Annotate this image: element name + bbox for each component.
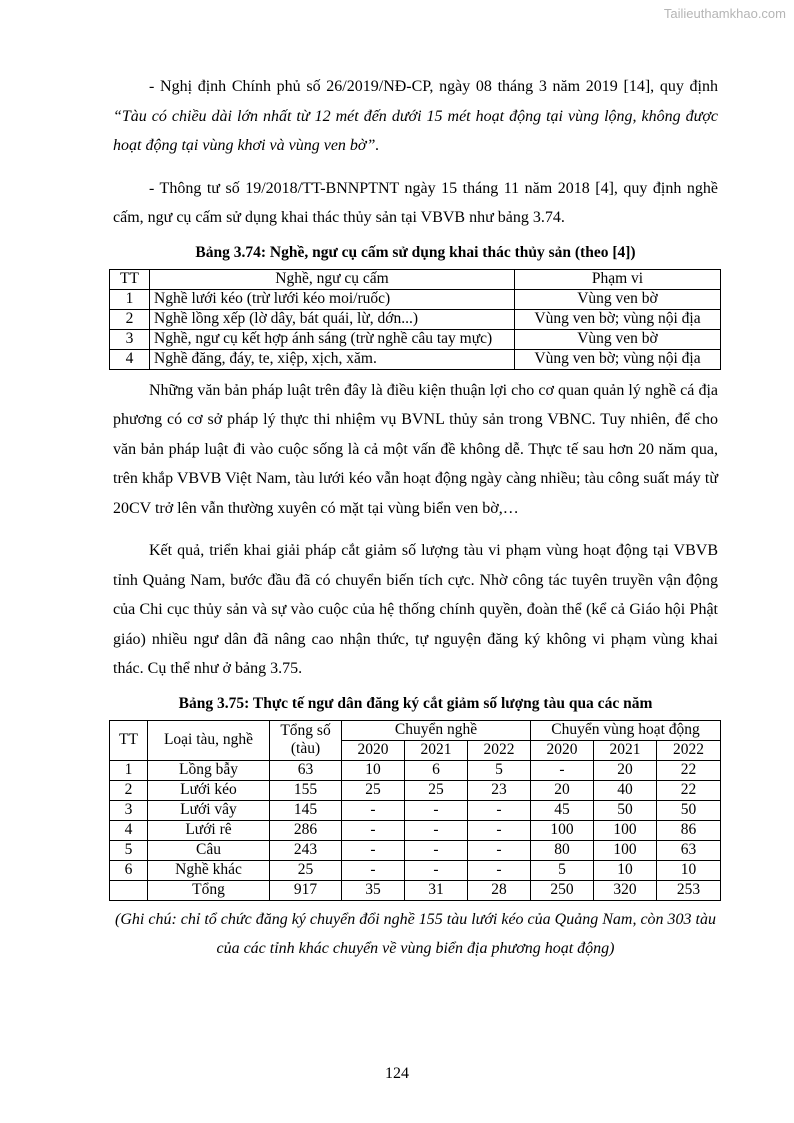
table-cell: 10 xyxy=(594,860,657,880)
header-vessel-type: Loại tàu, nghề xyxy=(148,720,270,760)
table-cell: - xyxy=(405,820,468,840)
table-header-cell: TT xyxy=(110,269,150,289)
table-cell: 5 xyxy=(468,760,531,780)
table-cell: 250 xyxy=(531,880,594,900)
table-row xyxy=(110,760,721,780)
table-row xyxy=(110,800,721,820)
table-cell: 20 xyxy=(594,760,657,780)
table-3-74-caption: Bảng 3.74: Nghề, ngư cụ cấm sử dụng khai thác thủy sản (theo [4]) xyxy=(195,243,636,261)
table-cell: 20 xyxy=(531,780,594,800)
table-cell: Lưới rê xyxy=(148,820,270,840)
table-cell: 6 xyxy=(405,760,468,780)
table-cell: 80 xyxy=(531,840,594,860)
table-cell: Nghề khác xyxy=(148,860,270,880)
table-row xyxy=(110,820,721,840)
table-cell: 2 xyxy=(110,780,148,800)
table-row xyxy=(110,780,721,800)
table-cell: 155 xyxy=(270,780,342,800)
table-cell: 286 xyxy=(270,820,342,840)
table-note: (Ghi chú: chỉ tổ chức đăng ký chuyển đổi nghề 155 tàu lưới kéo của Quảng Nam, còn 303 tàu của các tỉnh khác chuyển về vùng biển địa phương hoạt động) xyxy=(115,910,716,957)
table-row xyxy=(110,289,721,309)
paragraph-legal-docs: Những văn bản pháp luật trên đây là điều kiện thuận lợi cho cơ quan quản lý nghề cá địa phương có cơ sở pháp lý thực thi nhiệm vụ BVNL thủy sản trong VBNC. Tuy nhiên, để cho văn bản pháp luật đi vào cuộc sống là cả một vấn đề không dễ. Thực tế sau hơn 20 năm qua, trên khắp VBVB Việt Nam, tàu lưới kéo vẫn hoạt động ngày càng nhiều; tàu công suất máy từ 20CV trở lên vẫn thường xuyên có mặt tại vùng biển ven bờ,… xyxy=(113,381,718,517)
table-cell: - xyxy=(405,800,468,820)
table-cell: 22 xyxy=(657,760,721,780)
table-cell: - xyxy=(342,800,405,820)
page-content xyxy=(113,72,718,963)
table-cell: 1 xyxy=(110,289,150,309)
table-cell: 25 xyxy=(270,860,342,880)
table-cell: 50 xyxy=(594,800,657,820)
table-cell: Vùng ven bờ; vùng nội địa xyxy=(515,309,721,329)
table-header-row xyxy=(110,269,721,289)
header-year: 2021 xyxy=(405,740,468,760)
table-cell: 45 xyxy=(531,800,594,820)
table-cell: Câu xyxy=(148,840,270,860)
table-cell: 253 xyxy=(657,880,721,900)
table-cell: 28 xyxy=(468,880,531,900)
paragraph-results: Kết quả, triển khai giải pháp cắt giảm số lượng tàu vi phạm vùng hoạt động tại VBVB tỉnh Quảng Nam, bước đầu đã có chuyển biến tích cực. Nhờ công tác tuyên truyền vận động của Chi cục thủy sản và sự vào cuộc của hệ thống chính quyền, đoàn thể (kể cả Giáo hội Phật giáo) nhiều ngư dân đã nâng cao nhận thức, tự nguyện đăng ký không vi phạm vùng khai thác. Cụ thể như ở bảng 3.75. xyxy=(113,542,718,677)
header-tt: TT xyxy=(110,720,148,760)
table-cell: 23 xyxy=(468,780,531,800)
table-3-75-caption: Bảng 3.75: Thực tế ngư dân đăng ký cắt giảm số lượng tàu qua các năm xyxy=(178,694,653,712)
table-cell: 2 xyxy=(110,309,150,329)
header-year: 2022 xyxy=(468,740,531,760)
table-cell: Lưới kéo xyxy=(148,780,270,800)
table-cell: - xyxy=(342,820,405,840)
table-3-74 xyxy=(109,269,721,370)
header-year: 2020 xyxy=(531,740,594,760)
table-cell: 145 xyxy=(270,800,342,820)
header-change-profession: Chuyển nghề xyxy=(342,720,531,740)
table-cell: - xyxy=(342,860,405,880)
table-row xyxy=(110,860,721,880)
table-cell: 100 xyxy=(531,820,594,840)
table-cell: 22 xyxy=(657,780,721,800)
table-cell: 5 xyxy=(531,860,594,880)
table-cell: - xyxy=(468,800,531,820)
table-cell: Vùng ven bờ xyxy=(515,329,721,349)
table-cell: 25 xyxy=(405,780,468,800)
table-cell: Vùng ven bờ; vùng nội địa xyxy=(515,349,721,369)
table-header-cell: Nghề, ngư cụ cấm xyxy=(150,269,515,289)
table-cell: 100 xyxy=(594,820,657,840)
decree-quote: “Tàu có chiều dài lớn nhất từ 12 mét đến dưới 15 mét hoạt động tại vùng lộng, không được hoạt động tại vùng khơi và vùng ven bờ”. xyxy=(113,107,718,154)
table-cell: 917 xyxy=(270,880,342,900)
table-cell: - xyxy=(405,860,468,880)
table-cell: 35 xyxy=(342,880,405,900)
table-cell: 6 xyxy=(110,860,148,880)
table-cell: - xyxy=(468,820,531,840)
table-cell: 100 xyxy=(594,840,657,860)
table-cell: 1 xyxy=(110,760,148,780)
page-number: 124 xyxy=(385,1065,409,1082)
table-cell: - xyxy=(468,860,531,880)
table-header-cell: Phạm vi xyxy=(515,269,721,289)
table-row xyxy=(110,349,721,369)
table-row xyxy=(110,840,721,860)
table-cell: Lưới vây xyxy=(148,800,270,820)
table-cell: Tổng xyxy=(148,880,270,900)
header-year: 2021 xyxy=(594,740,657,760)
header-change-area: Chuyển vùng hoạt động xyxy=(531,720,721,740)
table-cell: 40 xyxy=(594,780,657,800)
table-cell: 3 xyxy=(110,329,150,349)
watermark: Tailieuthamkhao.com xyxy=(663,6,786,21)
header-year: 2020 xyxy=(342,740,405,760)
table-cell: 63 xyxy=(270,760,342,780)
table-cell xyxy=(110,880,148,900)
table-cell: - xyxy=(342,840,405,860)
table-cell: 4 xyxy=(110,820,148,840)
table-cell: 5 xyxy=(110,840,148,860)
table-row xyxy=(110,309,721,329)
table-cell: Lồng bẫy xyxy=(148,760,270,780)
table-cell: 3 xyxy=(110,800,148,820)
table-cell: 50 xyxy=(657,800,721,820)
table-cell: Nghề, ngư cụ kết hợp ánh sáng (trừ nghề câu tay mực) xyxy=(150,329,515,349)
table-3-75 xyxy=(109,720,721,901)
table-cell: 243 xyxy=(270,840,342,860)
paragraph-decree xyxy=(113,72,718,161)
table-cell: Vùng ven bờ xyxy=(515,289,721,309)
decree-text: - Nghị định Chính phủ số 26/2019/NĐ-CP, ngày 08 tháng 3 năm 2019 [14], quy định xyxy=(149,78,718,95)
table-cell: Nghề lưới kéo (trừ lưới kéo moi/ruốc) xyxy=(150,289,515,309)
table-cell: 10 xyxy=(342,760,405,780)
table-cell: - xyxy=(405,840,468,860)
table-cell: 31 xyxy=(405,880,468,900)
table-cell: 10 xyxy=(657,860,721,880)
table-cell: 4 xyxy=(110,349,150,369)
header-year: 2022 xyxy=(657,740,721,760)
table-cell: 320 xyxy=(594,880,657,900)
table-cell: Nghề lồng xếp (lờ dây, bát quái, lừ, dớn...) xyxy=(150,309,515,329)
table-row xyxy=(110,880,721,900)
paragraph-circular: - Thông tư số 19/2018/TT-BNNPTNT ngày 15 tháng 11 năm 2018 [4], quy định nghề cấm, ngư cụ cấm sử dụng khai thác thủy sản tại VBVB như bảng 3.74. xyxy=(113,179,718,226)
table-cell: 63 xyxy=(657,840,721,860)
header-total: Tổng số (tàu) xyxy=(270,720,342,760)
table-row xyxy=(110,329,721,349)
table-cell: 86 xyxy=(657,820,721,840)
table-cell: - xyxy=(531,760,594,780)
table-cell: 25 xyxy=(342,780,405,800)
table-cell: - xyxy=(468,840,531,860)
table-cell: Nghề đăng, đáy, te, xiệp, xịch, xăm. xyxy=(150,349,515,369)
